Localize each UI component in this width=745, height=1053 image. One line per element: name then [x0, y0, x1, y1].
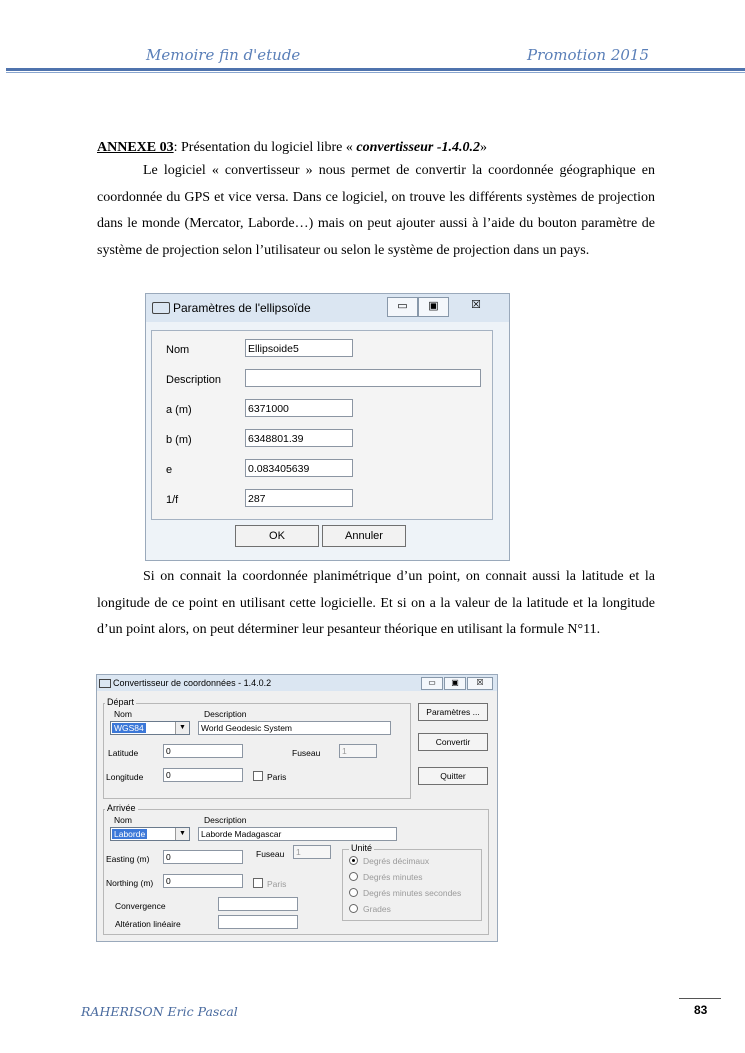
option-degres-decimaux: Degrés décimaux — [363, 856, 430, 866]
annex-software: convertisseur -1.4.0.2 — [356, 140, 481, 155]
dialog-titlebar — [146, 294, 509, 322]
arrivee-description-label: Description — [204, 815, 247, 825]
b-field[interactable]: 6348801.39 — [245, 429, 353, 447]
radio-degres-minutes-secondes[interactable] — [349, 888, 358, 897]
a-field[interactable]: 6371000 — [245, 399, 353, 417]
parametres-button[interactable]: Paramètres ... — [418, 703, 488, 721]
arrivee-nom-value: Laborde — [114, 829, 146, 839]
arrivee-description-field[interactable]: Laborde Madagascar — [198, 827, 397, 841]
app-icon — [152, 302, 170, 314]
longitude-label: Longitude — [106, 772, 144, 782]
arrivee-nom-label: Nom — [114, 815, 132, 825]
page-number-rule — [679, 998, 721, 999]
window-titlebar — [97, 675, 497, 691]
arrivee-group-label: Arrivée — [107, 803, 136, 813]
depart-paris-checkbox[interactable] — [253, 771, 263, 781]
footer-author: RAHERISON Eric Pascal — [81, 1004, 238, 1019]
maximize-icon[interactable]: ▣ — [418, 297, 449, 317]
ellipsoid-dialog — [145, 293, 510, 561]
depart-nom-select[interactable] — [110, 721, 190, 735]
depart-paris-label: Paris — [267, 772, 287, 782]
annex-heading — [97, 140, 487, 156]
e-field[interactable]: 0.083405639 — [245, 459, 353, 477]
convertir-button[interactable]: Convertir — [418, 733, 488, 751]
cancel-button[interactable]: Annuler — [322, 525, 406, 547]
arrivee-fuseau-label: Fuseau — [256, 849, 285, 859]
radio-degres-minutes[interactable] — [349, 872, 358, 881]
converter-window — [96, 674, 498, 942]
minimize-icon[interactable]: ▭ — [421, 677, 443, 690]
e-label: e — [166, 464, 173, 476]
maximize-icon[interactable]: ▣ — [444, 677, 466, 690]
arrivee-nom-select[interactable] — [110, 827, 190, 841]
description-field[interactable] — [245, 369, 481, 387]
annex-end: » — [480, 140, 488, 155]
chevron-down-icon[interactable]: ▼ — [175, 828, 189, 840]
chevron-down-icon[interactable]: ▼ — [175, 722, 189, 734]
arrivee-fuseau-field[interactable]: 1 — [293, 845, 331, 859]
annex-text: : Présentation du logiciel libre « — [173, 140, 357, 155]
alteration-label: Altération linéaire — [115, 919, 181, 929]
paragraph-1-text: Le logiciel « convertisseur » nous permet de convertir la coordonnée géographique en coordonnée du GPS et vice versa. Dans ce logiciel, on trouve les différents systèmes de projection dans le monde (Mercator, Laborde…) mais on peut ajouter aussi à l’aide du bouton paramètre de système de projection selon l’utilisateur ou selon le système de projection dans un pays. — [97, 163, 655, 258]
b-label: b (m) — [166, 434, 192, 446]
annex-label: ANNEXE 03 — [97, 140, 174, 155]
latitude-field[interactable]: 0 — [163, 744, 243, 758]
arrivee-paris-checkbox[interactable] — [253, 878, 263, 888]
description-label: Description — [166, 374, 222, 386]
header-rule-thin — [6, 72, 745, 73]
option-degres-minutes-secondes: Degrés minutes secondes — [363, 888, 462, 898]
option-grades: Grades — [363, 904, 391, 914]
depart-group-label: Départ — [107, 697, 135, 707]
depart-description-label: Description — [204, 709, 247, 719]
app-icon — [99, 679, 111, 688]
convergence-label: Convergence — [115, 901, 166, 911]
paragraph-2 — [97, 564, 655, 644]
depart-nom-label: Nom — [114, 709, 132, 719]
a-label: a (m) — [166, 404, 192, 416]
f-field[interactable]: 287 — [245, 489, 353, 507]
depart-description-field[interactable]: World Geodesic System — [198, 721, 391, 735]
depart-fuseau-label: Fuseau — [292, 748, 321, 758]
f-label: 1/f — [166, 494, 179, 506]
northing-label: Northing (m) — [106, 878, 154, 888]
unite-group-label: Unité — [351, 843, 373, 853]
convergence-field[interactable] — [218, 897, 298, 911]
paragraph-2-text: Si on connait la coordonnée planimétrique d’un point, on connait aussi la latitude et la longitude de ce point en utilisant cette logicielle. Et si on a la valeur de la latitude et la longitude d’un point alors, on peut déterminer leur pesanteur théorique en utilisant la formule N°11. — [97, 569, 655, 637]
easting-field[interactable]: 0 — [163, 850, 243, 864]
arrivee-paris-label: Paris — [267, 879, 287, 889]
header-right: Promotion 2015 — [527, 46, 650, 64]
ok-button[interactable]: OK — [235, 525, 319, 547]
dialog-title: Paramètres de l'ellipsoïde — [173, 301, 311, 315]
window-title: Convertisseur de coordonnées - 1.4.0.2 — [113, 678, 272, 688]
page-number: 83 — [694, 1003, 708, 1017]
longitude-field[interactable]: 0 — [163, 768, 243, 782]
paragraph-1 — [97, 158, 655, 264]
latitude-label: Latitude — [108, 748, 139, 758]
close-icon[interactable]: ☒ — [467, 677, 493, 690]
radio-degres-decimaux[interactable] — [349, 856, 358, 865]
nom-label: Nom — [166, 344, 190, 356]
easting-label: Easting (m) — [106, 854, 150, 864]
depart-fuseau-field[interactable]: 1 — [339, 744, 377, 758]
header-rule — [6, 68, 745, 71]
minimize-icon[interactable]: ▭ — [387, 297, 418, 317]
params-frame — [151, 330, 493, 520]
header-left: Memoire fin d'etude — [146, 46, 301, 64]
alteration-field[interactable] — [218, 915, 298, 929]
depart-nom-value: WGS84 — [114, 723, 144, 733]
northing-field[interactable]: 0 — [163, 874, 243, 888]
quitter-button[interactable]: Quitter — [418, 767, 488, 785]
nom-field[interactable]: Ellipsoide5 — [245, 339, 353, 357]
option-degres-minutes: Degrés minutes — [363, 872, 423, 882]
radio-grades[interactable] — [349, 904, 358, 913]
close-icon[interactable]: ☒ — [471, 299, 481, 311]
